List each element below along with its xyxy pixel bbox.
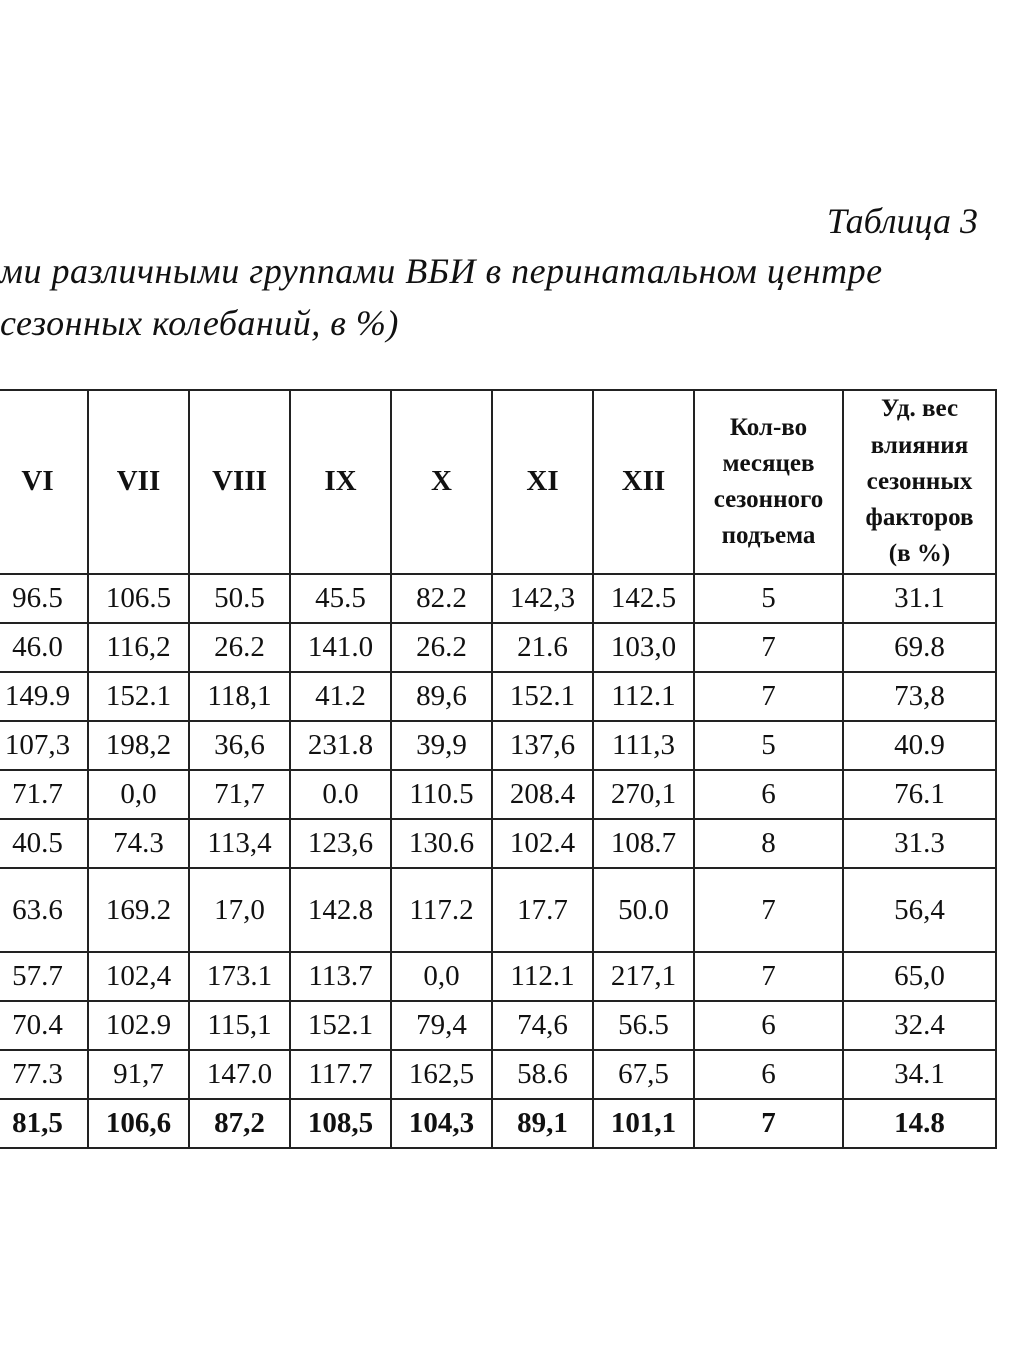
cell-x: 117.2 (391, 868, 492, 952)
cell-vii: 106.5 (88, 574, 189, 623)
table-row (0, 1050, 996, 1099)
header-count-line: Кол-во (729, 413, 808, 441)
cell-vii: 169.2 (88, 868, 189, 952)
cell-vi: 57.7 (0, 952, 88, 1001)
cell-ix: 117.7 (290, 1050, 391, 1099)
header-month-ix: IX (290, 390, 391, 574)
cell-vii: 198,2 (88, 721, 189, 770)
cell-x: 162,5 (391, 1050, 492, 1099)
cell-xi: 21.6 (492, 623, 593, 672)
cell-vii: 106,6 (88, 1099, 189, 1148)
cell-viii: 118,1 (189, 672, 290, 721)
header-month-viii: VIII (189, 390, 290, 574)
cell-xi: 58.6 (492, 1050, 593, 1099)
header-share-line: сезонных (866, 467, 973, 495)
cell-count: 6 (694, 1001, 843, 1050)
cell-xii: 142.5 (593, 574, 694, 623)
cell-viii: 115,1 (189, 1001, 290, 1050)
cell-ix: 45.5 (290, 574, 391, 623)
table-row (0, 623, 996, 672)
table-row (0, 770, 996, 819)
cell-vi: 81,5 (0, 1099, 88, 1148)
cell-count: 7 (694, 868, 843, 952)
cell-xii: 108.7 (593, 819, 694, 868)
cell-ix: 142.8 (290, 868, 391, 952)
cell-ix: 113.7 (290, 952, 391, 1001)
cell-vii: 116,2 (88, 623, 189, 672)
seasonal-table (0, 389, 997, 1149)
cell-count: 6 (694, 1050, 843, 1099)
cell-xi: 74,6 (492, 1001, 593, 1050)
cell-share: 34.1 (843, 1050, 996, 1099)
cell-xi: 17.7 (492, 868, 593, 952)
cell-xii: 270,1 (593, 770, 694, 819)
table-row-total (0, 1099, 996, 1148)
cell-count: 8 (694, 819, 843, 868)
cell-vii: 91,7 (88, 1050, 189, 1099)
cell-viii: 17,0 (189, 868, 290, 952)
cell-ix: 41.2 (290, 672, 391, 721)
header-count-line: подъема (721, 522, 816, 550)
cell-viii: 71,7 (189, 770, 290, 819)
cell-share: 65,0 (843, 952, 996, 1001)
cell-viii: 50.5 (189, 574, 290, 623)
header-count-line: сезонного (713, 486, 824, 513)
cell-xi: 152.1 (492, 672, 593, 721)
cell-share: 73,8 (843, 672, 996, 721)
cell-share: 76.1 (843, 770, 996, 819)
cell-ix: 141.0 (290, 623, 391, 672)
cell-xii: 67,5 (593, 1050, 694, 1099)
header-month-xii: XII (593, 390, 694, 574)
cell-xi: 89,1 (492, 1099, 593, 1148)
cell-xii: 103,0 (593, 623, 694, 672)
cell-share: 69.8 (843, 623, 996, 672)
cell-vi: 149.9 (0, 672, 88, 721)
cell-ix: 0.0 (290, 770, 391, 819)
cell-count: 5 (694, 574, 843, 623)
table-row (0, 721, 996, 770)
header-share-line: (в %) (888, 540, 951, 568)
cell-ix: 152.1 (290, 1001, 391, 1050)
table-caption-line-2: сезонных колебаний, в %) (0, 303, 399, 343)
cell-count: 7 (694, 952, 843, 1001)
cell-xii: 112.1 (593, 672, 694, 721)
cell-xii: 50.0 (593, 868, 694, 952)
cell-vii: 152.1 (88, 672, 189, 721)
cell-share: 32.4 (843, 1001, 996, 1050)
table-caption-line-1: ми различными группами ВБИ в перинатальном центре (0, 251, 883, 291)
table-row (0, 868, 996, 952)
header-seasonal-share (843, 390, 996, 574)
cell-vi: 77.3 (0, 1050, 88, 1099)
cell-xi: 142,3 (492, 574, 593, 623)
cell-viii: 87,2 (189, 1099, 290, 1148)
cell-xii: 56.5 (593, 1001, 694, 1050)
cell-ix: 108,5 (290, 1099, 391, 1148)
cell-xii: 217,1 (593, 952, 694, 1001)
table-row (0, 672, 996, 721)
header-month-x: X (391, 390, 492, 574)
cell-viii: 147.0 (189, 1050, 290, 1099)
cell-count: 6 (694, 770, 843, 819)
cell-x: 39,9 (391, 721, 492, 770)
cell-x: 82.2 (391, 574, 492, 623)
table-row (0, 1001, 996, 1050)
cell-share: 31.3 (843, 819, 996, 868)
cell-ix: 231.8 (290, 721, 391, 770)
header-count-months (694, 390, 843, 574)
table-row (0, 952, 996, 1001)
header-month-vii: VII (88, 390, 189, 574)
header-month-xi: XI (492, 390, 593, 574)
cell-xi: 137,6 (492, 721, 593, 770)
cell-vii: 0,0 (88, 770, 189, 819)
cell-share: 56,4 (843, 868, 996, 952)
header-share-line: влияния (870, 431, 969, 459)
cell-vi: 107,3 (0, 721, 88, 770)
cell-xi: 102.4 (492, 819, 593, 868)
cell-ix: 123,6 (290, 819, 391, 868)
cell-viii: 173.1 (189, 952, 290, 1001)
table-label: Таблица 3 (826, 201, 978, 241)
cell-xi: 112.1 (492, 952, 593, 1001)
cell-count: 7 (694, 623, 843, 672)
header-row (0, 390, 996, 574)
cell-share: 31.1 (843, 574, 996, 623)
cell-xii: 111,3 (593, 721, 694, 770)
cell-x: 0,0 (391, 952, 492, 1001)
cell-vii: 102.9 (88, 1001, 189, 1050)
cell-count: 5 (694, 721, 843, 770)
cell-x: 89,6 (391, 672, 492, 721)
cell-viii: 36,6 (189, 721, 290, 770)
header-month-vi: VI (0, 390, 88, 574)
cell-vii: 102,4 (88, 952, 189, 1001)
cell-vii: 74.3 (88, 819, 189, 868)
cell-count: 7 (694, 672, 843, 721)
cell-x: 110.5 (391, 770, 492, 819)
table-row (0, 574, 996, 623)
cell-vi: 63.6 (0, 868, 88, 952)
table-row (0, 819, 996, 868)
cell-vi: 70.4 (0, 1001, 88, 1050)
cell-vi: 46.0 (0, 623, 88, 672)
cell-vi: 96.5 (0, 574, 88, 623)
cell-xii: 101,1 (593, 1099, 694, 1148)
table-body (0, 574, 996, 1148)
cell-count: 7 (694, 1099, 843, 1148)
cell-share: 40.9 (843, 721, 996, 770)
header-share-line: Уд. вес (880, 395, 959, 423)
cell-vi: 40.5 (0, 819, 88, 868)
cell-viii: 113,4 (189, 819, 290, 868)
cell-viii: 26.2 (189, 623, 290, 672)
cell-vi: 71.7 (0, 770, 88, 819)
cell-x: 104,3 (391, 1099, 492, 1148)
header-count-line: месяцев (722, 449, 815, 477)
cell-share: 14.8 (843, 1099, 996, 1148)
cell-x: 79,4 (391, 1001, 492, 1050)
cell-x: 130.6 (391, 819, 492, 868)
cell-xi: 208.4 (492, 770, 593, 819)
header-share-line: факторов (865, 504, 974, 532)
cell-x: 26.2 (391, 623, 492, 672)
